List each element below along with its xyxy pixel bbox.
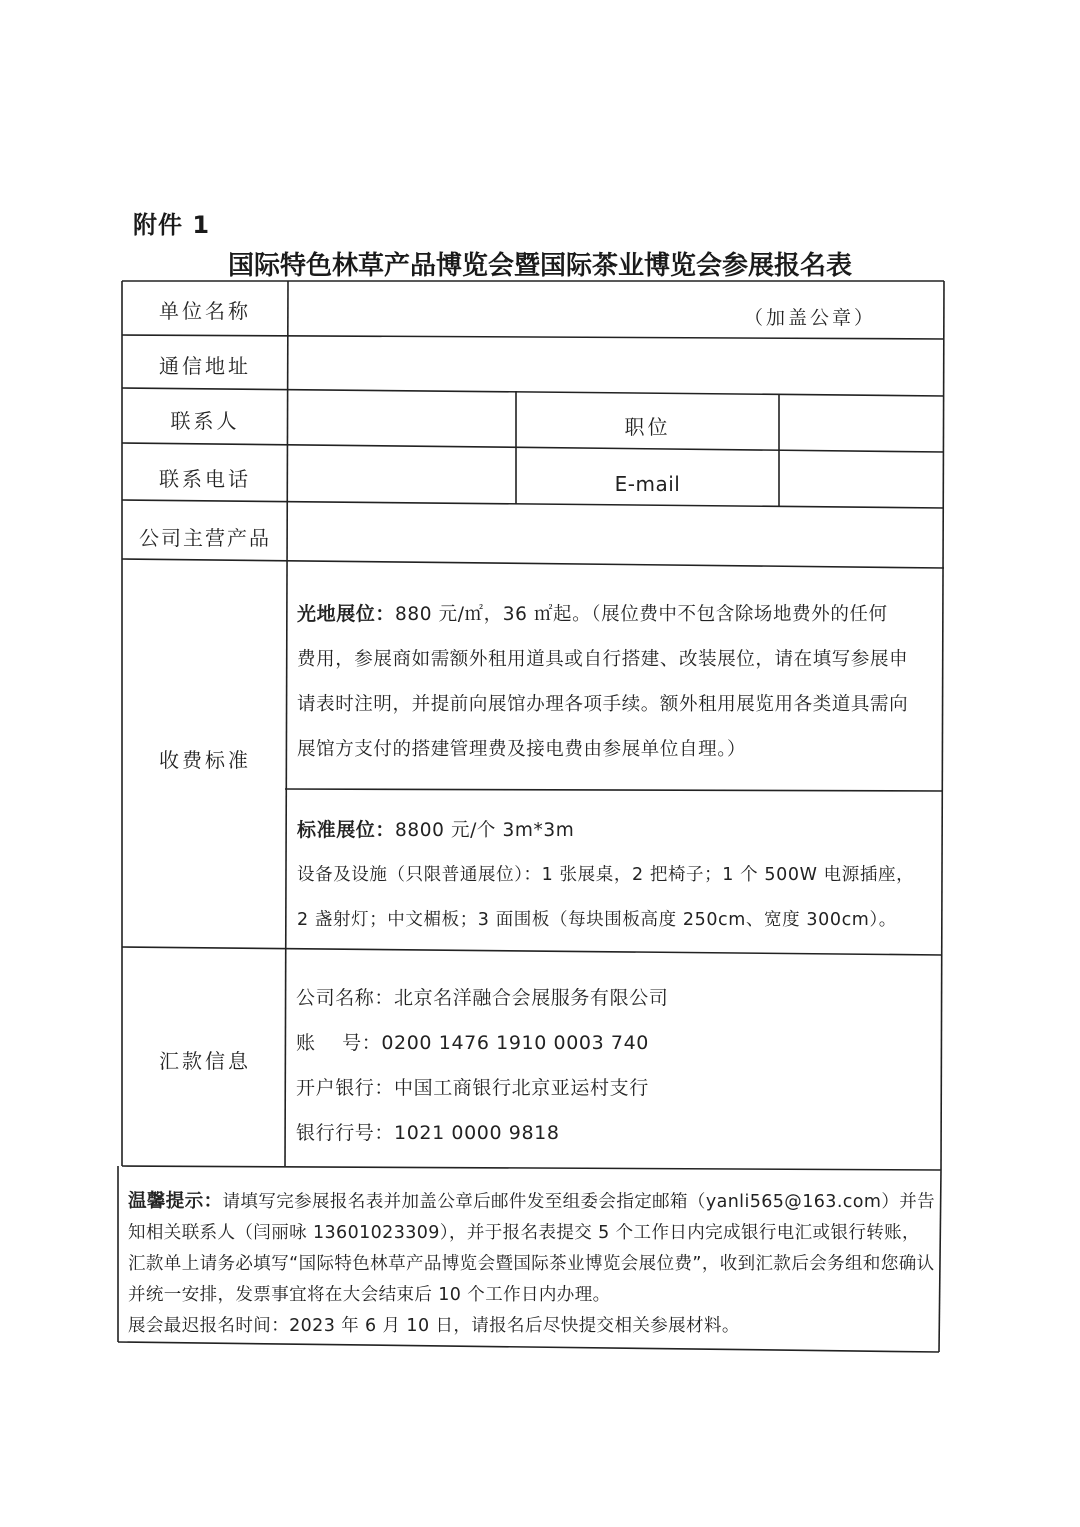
company-seal-note: （加盖公章）: [744, 307, 877, 329]
label-remittance: 汇款信息: [159, 1049, 251, 1073]
notice-deadline: 展会最迟报名时间：2023 年 6 月 10 日，请报名后尽快提交相关参展材料。: [128, 1316, 740, 1336]
label-company-name: 单位名称: [159, 298, 251, 323]
remittance-company: 公司名称：北京名洋融合会展服务有限公司: [296, 987, 669, 1009]
standard-booth-facilities-1: 设备及设施（只限普通展位）：1 张展桌，2 把椅子；1 个 500W 电源插座，: [297, 865, 915, 885]
label-fees: 收费标准: [159, 748, 251, 772]
raw-space-detail-1: （展位费中不包含除场地费外的任何: [591, 604, 888, 625]
contact-field[interactable]: [292, 397, 512, 445]
standard-booth-price: 8800 元/个 3m*3m: [395, 820, 575, 841]
raw-space-fee-block: [297, 592, 937, 772]
remittance-block: [296, 976, 936, 1156]
phone-field[interactable]: [292, 454, 512, 502]
main-products-field[interactable]: [292, 512, 940, 562]
raw-space-price: 880 元/㎡，36 ㎡起。: [395, 604, 592, 625]
label-contact: 联系人: [170, 408, 240, 433]
label-phone: 联系电话: [159, 466, 251, 491]
label-email: E-mail: [614, 472, 681, 496]
form-title: 国际特色林草产品博览会暨国际茶业博览会参展报名表: [227, 251, 852, 281]
position-field[interactable]: [783, 400, 939, 448]
raw-space-detail-2: 费用，参展商如需额外租用道具或自行搭建、改装展位，请在填写参展申: [297, 649, 909, 670]
label-position: 职位: [624, 414, 671, 439]
remittance-bank: 开户银行：中国工商银行北京亚运村支行: [296, 1077, 649, 1099]
raw-space-heading: 光地展位：: [297, 603, 396, 625]
company-name-field[interactable]: [292, 285, 732, 333]
raw-space-detail-3: 请表时注明，并提前向展馆办理各项手续。额外租用展览用各类道具需向: [297, 694, 909, 715]
standard-booth-facilities-2: 2 盏射灯；中文楣板；3 面围板（每块围板高度 250cm、宽度 300cm）。: [297, 910, 897, 930]
address-field[interactable]: [292, 342, 940, 390]
label-address: 通信地址: [159, 353, 251, 378]
attachment-label: 附件 1: [133, 211, 211, 239]
email-field[interactable]: [783, 458, 939, 506]
notice-block: [128, 1186, 936, 1342]
remittance-account: 账 号：0200 1476 1910 0003 740: [296, 1032, 649, 1054]
standard-booth-heading: 标准展位：: [297, 819, 396, 841]
remittance-bank-number: 银行行号：1021 0000 9818: [296, 1122, 560, 1144]
standard-booth-fee-block: [297, 808, 937, 943]
notice-body: 请填写完参展报名表并加盖公章后邮件发至组委会指定邮箱（yanli565@163.com）并告知相关联系人（闫丽咏 13601023309），并于报名表提交 5 个工作日内完成银行电汇或银行转账，汇款单上请务必填写“国际特色林草产品博览会暨国际茶业博览会展位费”，收到汇款后会务组和您确认并统一安排，发票事宜将在大会结束后 10 个工作日内办理。: [128, 1192, 936, 1305]
notice-heading: 温馨提示：: [128, 1191, 223, 1212]
raw-space-detail-4: 展馆方支付的搭建管理费及接电费由参展单位自理。）: [297, 739, 747, 760]
label-main-products: 公司主营产品: [139, 525, 271, 550]
